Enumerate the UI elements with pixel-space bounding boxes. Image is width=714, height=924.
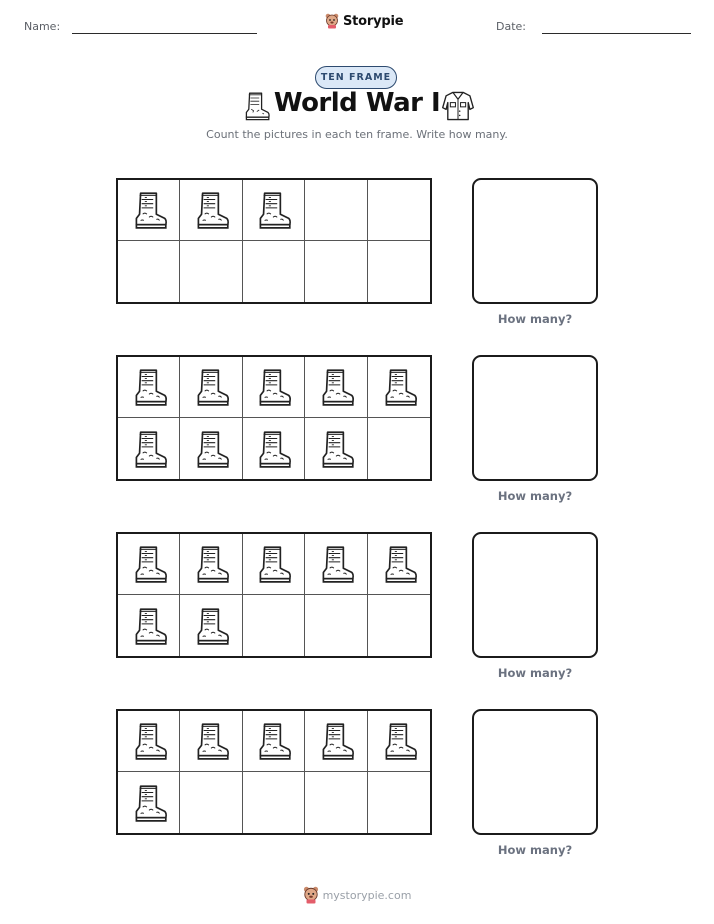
how-many-label-3: How many? [497, 666, 573, 680]
ten-frame-cell [305, 357, 367, 418]
combat-boot-icon [315, 428, 357, 470]
page-title: World War I [273, 88, 441, 118]
brand-logo [325, 13, 403, 29]
ten-frame-cell [243, 711, 305, 772]
answer-box-3[interactable] [472, 532, 598, 658]
combat-boot-icon [190, 428, 232, 470]
ten-frame-cell [180, 772, 242, 833]
ten-frame-cell [180, 595, 242, 656]
combat-boot-icon [128, 366, 170, 408]
ten-frame-cell [118, 534, 180, 595]
ten-frame-cell [368, 418, 430, 479]
brand-name: Storypie [343, 13, 404, 29]
combat-boot-icon [378, 720, 420, 762]
combat-boot-icon [252, 720, 294, 762]
answer-box-2[interactable] [472, 355, 598, 481]
combat-boot-icon [128, 543, 170, 585]
ten-frame-cell [368, 241, 430, 302]
ten-frame-cell [180, 241, 242, 302]
how-many-label-2: How many? [497, 489, 573, 503]
combat-boot-icon [315, 366, 357, 408]
answer-box-4[interactable] [472, 709, 598, 835]
ten-frame-cell [118, 241, 180, 302]
ten-frame-cell [180, 418, 242, 479]
combat-boot-icon [252, 428, 294, 470]
combat-boot-icon [128, 189, 170, 231]
how-many-label-1: How many? [497, 312, 573, 326]
combat-boot-icon [315, 543, 357, 585]
ten-frame-4 [116, 709, 432, 835]
combat-boot-icon [315, 720, 357, 762]
combat-boot-icon [190, 543, 232, 585]
combat-boot-icon [128, 605, 170, 647]
ten-frame-cell [243, 534, 305, 595]
combat-boot-icon [128, 720, 170, 762]
ten-frame-cell [368, 595, 430, 656]
ten-frame-badge: TEN FRAME [315, 66, 397, 89]
combat-boot-icon [128, 428, 170, 470]
ten-frame-cell [243, 595, 305, 656]
ten-frame-cell [368, 357, 430, 418]
name-label: Name: [24, 20, 61, 33]
ten-frame-cell [180, 711, 242, 772]
ten-frame-cell [118, 418, 180, 479]
combat-boot-icon [190, 720, 232, 762]
ten-frame-cell [243, 418, 305, 479]
ten-frame-cell [305, 418, 367, 479]
ten-frame-cell [180, 357, 242, 418]
instructions: Count the pictures in each ten frame. Write how many. [206, 128, 508, 141]
ten-frame-cell [118, 772, 180, 833]
ten-frame-cell [305, 772, 367, 833]
combat-boot-icon [190, 366, 232, 408]
date-label: Date: [496, 20, 526, 33]
ten-frame-cell [118, 711, 180, 772]
combat-boot-icon [190, 189, 232, 231]
combat-boot-icon [252, 366, 294, 408]
ten-frame-cell [368, 180, 430, 241]
combat-boot-icon [190, 605, 232, 647]
ten-frame-cell [243, 357, 305, 418]
ten-frame-1 [116, 178, 432, 304]
combat-boot-icon [252, 543, 294, 585]
ten-frame-cell [243, 241, 305, 302]
storypie-mascot-icon [325, 13, 339, 29]
date-line[interactable] [542, 33, 691, 34]
ten-frame-cell [368, 772, 430, 833]
ten-frame-cell [305, 711, 367, 772]
ten-frame-cell [243, 180, 305, 241]
footer-site: mystorypie.com [322, 888, 412, 902]
ten-frame-cell [368, 711, 430, 772]
footer [0, 886, 714, 904]
combat-boot-icon [378, 366, 420, 408]
ten-frame-cell [243, 772, 305, 833]
ten-frame-cell [118, 595, 180, 656]
combat-boot-icon [252, 189, 294, 231]
ten-frame-cell [305, 534, 367, 595]
military-jacket-icon [441, 89, 475, 123]
ten-frame-cell [305, 595, 367, 656]
ten-frame-cell [118, 180, 180, 241]
how-many-label-4: How many? [497, 843, 573, 857]
ten-frame-cell [180, 180, 242, 241]
ten-frame-cell [180, 534, 242, 595]
storypie-mascot-icon [303, 886, 319, 904]
name-line[interactable] [72, 33, 257, 34]
combat-boot-icon [378, 543, 420, 585]
ten-frame-cell [368, 534, 430, 595]
ten-frame-3 [116, 532, 432, 658]
ten-frame-cell [305, 180, 367, 241]
ten-frame-cell [305, 241, 367, 302]
combat-boot-icon [128, 782, 170, 824]
ten-frame-cell [118, 357, 180, 418]
answer-box-1[interactable] [472, 178, 598, 304]
ten-frame-2 [116, 355, 432, 481]
